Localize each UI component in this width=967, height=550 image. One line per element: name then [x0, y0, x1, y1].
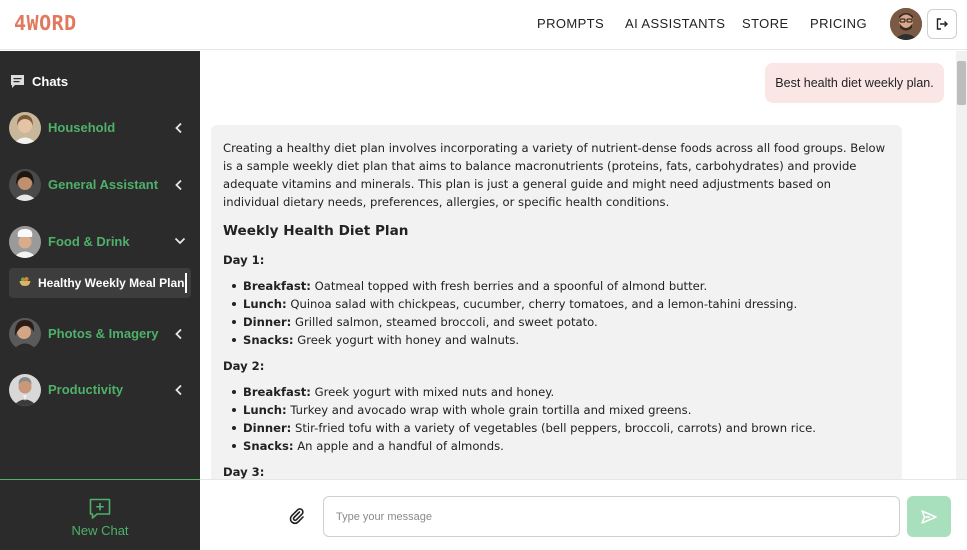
list-item: Snacks: Greek yogurt with honey and walnuts.	[223, 331, 890, 349]
sidebar-item-productivity[interactable]	[0, 372, 200, 408]
list-item: Dinner: Grilled salmon, steamed broccoli, and sweet potato.	[223, 313, 890, 331]
nav-pricing[interactable]: PRICING	[810, 16, 867, 31]
productivity-avatar-icon	[9, 374, 41, 406]
assistant-reply	[211, 125, 902, 479]
chat-item-label: Healthy Weekly Meal Plan	[38, 276, 185, 290]
new-chat-label: New Chat	[71, 523, 129, 538]
general-assistant-avatar-icon	[9, 169, 41, 201]
day-title: Day 2:	[223, 359, 265, 373]
nav-prompts[interactable]: PROMPTS	[537, 16, 605, 31]
chevron-left-icon	[174, 122, 184, 134]
scrollbar-thumb[interactable]	[957, 61, 966, 105]
chat-icon	[10, 74, 25, 89]
photos-imagery-avatar-icon	[9, 318, 41, 350]
sidebar	[0, 51, 200, 550]
household-avatar	[9, 112, 41, 144]
reply-intro: Creating a healthy diet plan involves incorporating a variety of nutrient-dense foods across all food groups. Below is a sample weekly diet plan that aims to balance macronutrients (proteins, fats, carbohydrates) and provide adequate vitamins and minerals. This plan is just a general guide and might need adjustments based on individual dietary needs, preferences, allergies, or specific health conditions.	[223, 141, 886, 209]
household-avatar-icon	[9, 112, 41, 144]
general-assistant-avatar	[9, 169, 41, 201]
list-item: Lunch: Turkey and avocado wrap with whole grain tortilla and mixed greens.	[223, 401, 890, 419]
composer	[200, 479, 967, 550]
send-button[interactable]	[907, 496, 951, 537]
list-item: Breakfast: Oatmeal topped with fresh berries and a spoonful of almond butter.	[223, 277, 890, 295]
logout-button[interactable]	[927, 9, 957, 39]
list-item: Breakfast: Greek yogurt with mixed nuts and honey.	[223, 383, 890, 401]
user-avatar-icon	[890, 8, 922, 40]
scrollbar[interactable]	[956, 51, 967, 479]
photos-imagery-avatar	[9, 318, 41, 350]
sidebar-item-photos-imagery[interactable]	[0, 316, 200, 352]
sidebar-item-label: Food & Drink	[48, 234, 130, 249]
list-item: Snacks: An apple and a handful of almonds.	[223, 437, 890, 455]
chat-item-healthy-weekly-meal-plan[interactable]	[9, 268, 191, 298]
meal-list	[223, 277, 890, 349]
reply-heading: Weekly Health Diet Plan	[223, 223, 409, 239]
logout-icon	[935, 17, 949, 31]
chevron-left-icon	[174, 384, 184, 396]
chef-avatar-icon	[9, 226, 41, 258]
chats-title: Chats	[32, 73, 69, 89]
day-title: Day 3:	[223, 465, 265, 479]
active-indicator	[185, 273, 187, 293]
list-item: Dinner: Stir-fried tofu with a variety of vegetables (bell peppers, broccoli, carrots) and brown rice.	[223, 419, 890, 437]
day-title: Day 1:	[223, 253, 265, 267]
paperclip-icon[interactable]	[288, 507, 306, 525]
list-item: Lunch: Quinoa salad with chickpeas, cucumber, cherry tomatoes, and a lemon-tahini dressing.	[223, 295, 890, 313]
sidebar-item-general-assistant[interactable]	[0, 167, 200, 203]
sidebar-item-label: General Assistant	[48, 177, 159, 192]
sidebar-item-food-drink[interactable]	[0, 224, 200, 260]
nav-store[interactable]: STORE	[742, 16, 789, 31]
sidebar-item-household[interactable]	[0, 110, 200, 146]
bowl-icon	[19, 276, 31, 287]
new-chat-button[interactable]	[0, 479, 200, 550]
message-input[interactable]	[323, 496, 900, 537]
chevron-left-icon	[174, 328, 184, 340]
food-drink-avatar	[9, 226, 41, 258]
new-chat-icon	[88, 497, 112, 521]
chevron-left-icon	[174, 179, 184, 191]
chats-header	[10, 72, 68, 90]
nav-ai-assistants[interactable]: AI ASSISTANTS	[625, 16, 726, 31]
productivity-avatar	[9, 374, 41, 406]
logo[interactable]: 4WORD	[14, 11, 77, 35]
sidebar-item-label: Photos & Imagery	[48, 326, 159, 341]
meal-list	[223, 383, 890, 455]
top-bar	[0, 0, 967, 50]
sidebar-item-label: Productivity	[48, 382, 124, 397]
send-icon	[921, 510, 937, 524]
sidebar-item-label: Household	[48, 120, 116, 135]
user-avatar[interactable]	[890, 8, 922, 40]
user-message: Best health diet weekly plan.	[765, 63, 944, 103]
conversation-area	[200, 51, 967, 479]
chevron-down-icon	[174, 236, 186, 246]
